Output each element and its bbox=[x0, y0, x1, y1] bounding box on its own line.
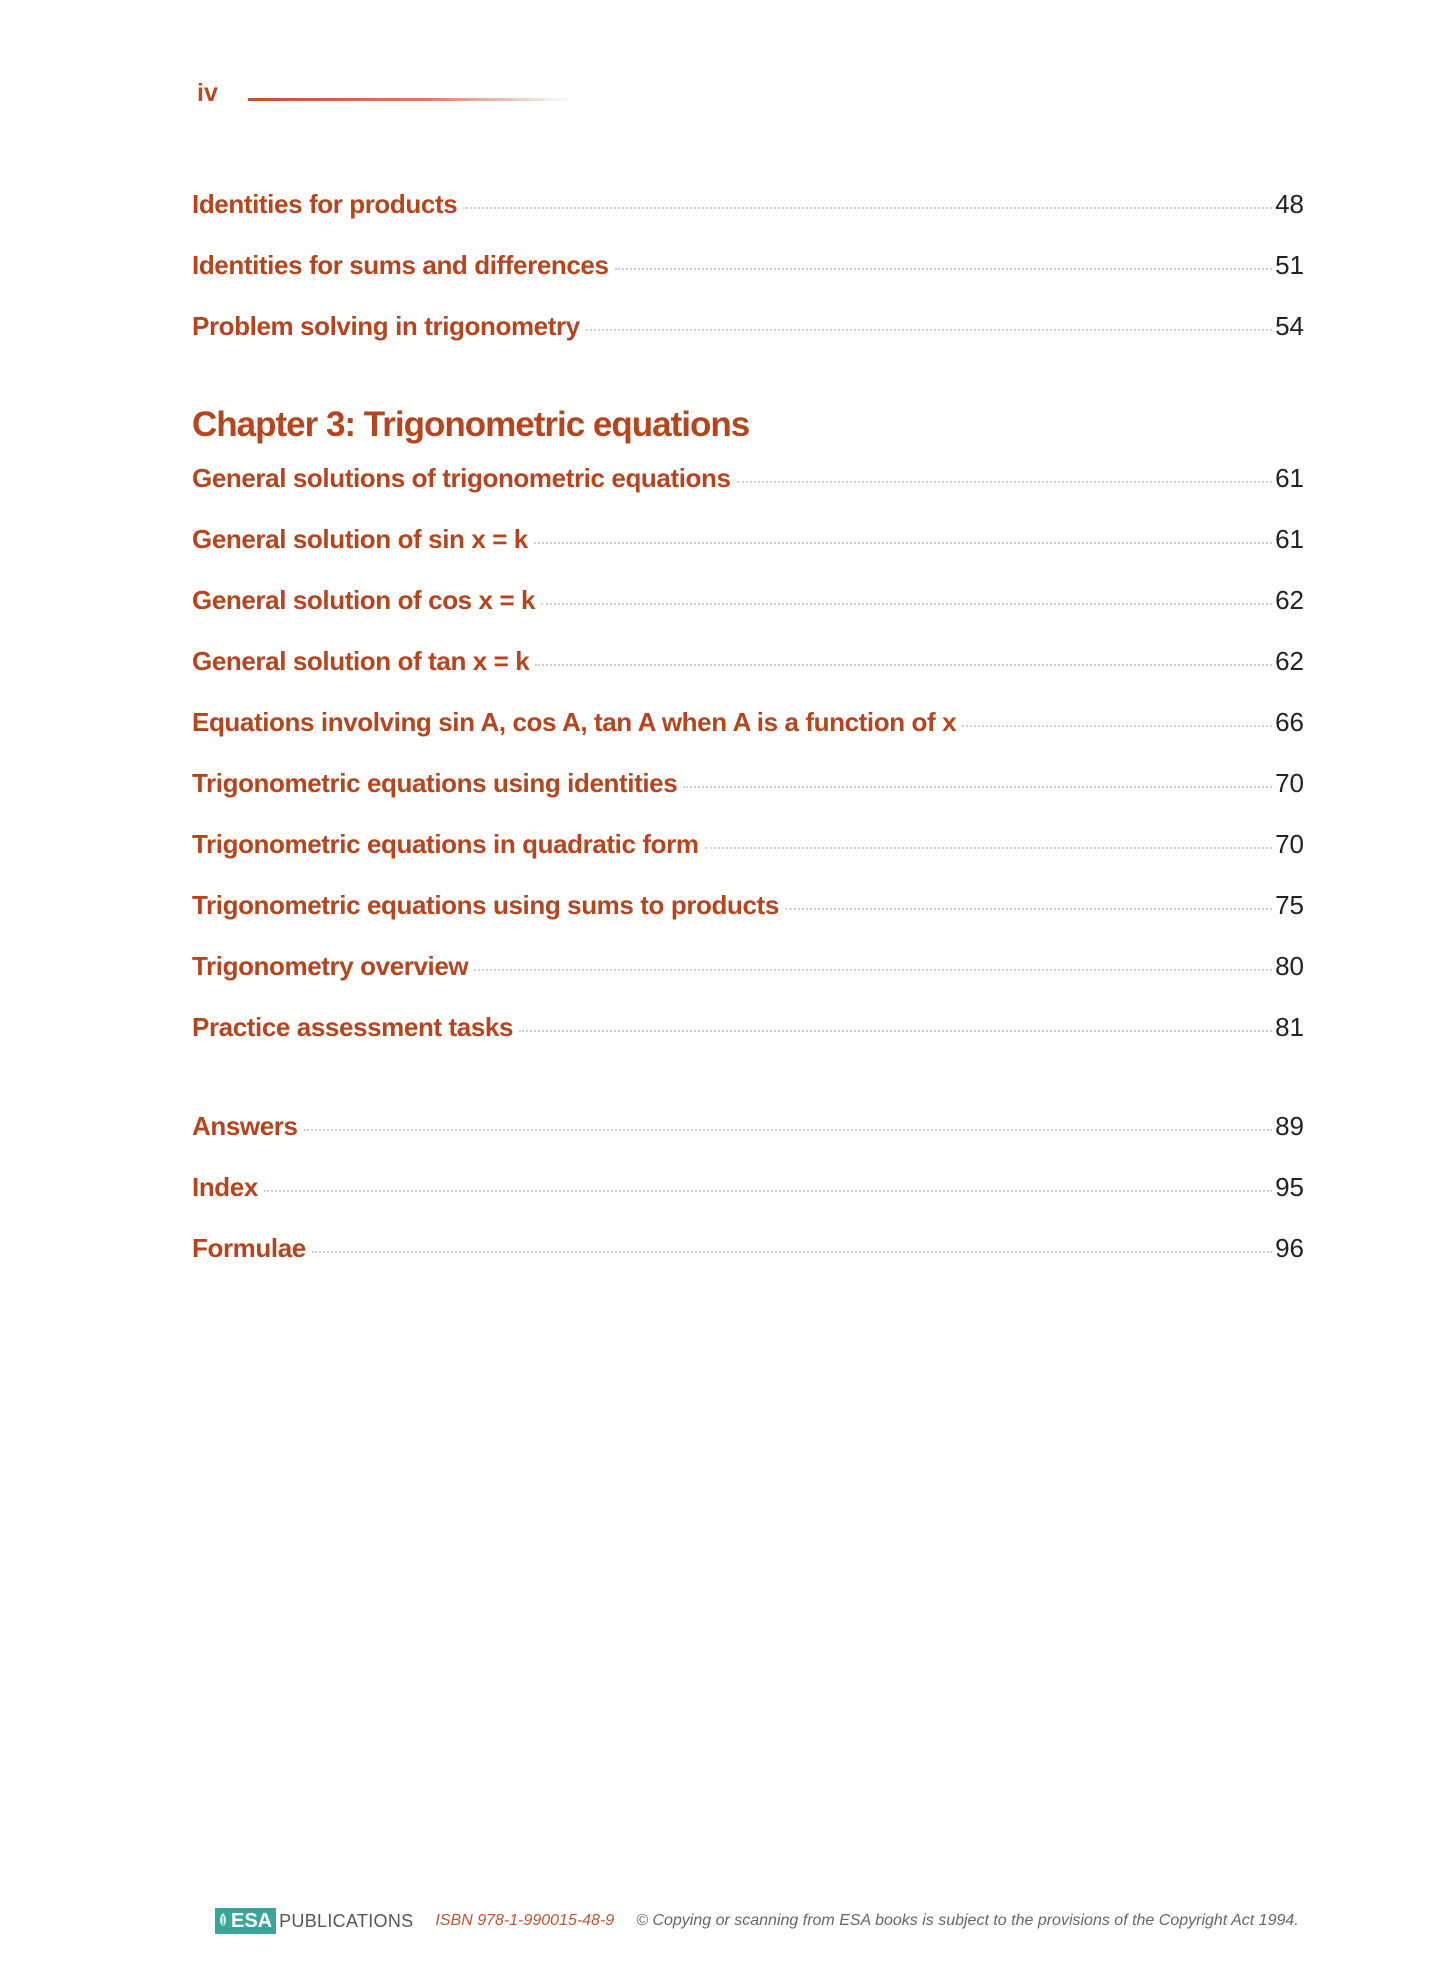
toc-entry[interactable] bbox=[192, 824, 1304, 885]
toc-entry[interactable] bbox=[192, 702, 1304, 763]
logo-text: ESA bbox=[231, 1909, 273, 1932]
dot-leader bbox=[474, 969, 1272, 971]
toc-entry-title: General solution of cos x = k bbox=[192, 585, 536, 615]
toc-entry[interactable] bbox=[192, 1167, 1304, 1228]
toc-entry-title: General solution of tan x = k bbox=[192, 646, 530, 676]
dot-leader bbox=[264, 1190, 1272, 1192]
toc-entry[interactable] bbox=[192, 1228, 1304, 1289]
toc-entry-title: Trigonometric equations in quadratic form bbox=[192, 829, 699, 859]
toc-entry-page: 81 bbox=[1275, 1012, 1304, 1042]
toc-entry[interactable] bbox=[192, 763, 1304, 824]
toc-entry-title: Trigonometric equations using sums to products bbox=[192, 890, 779, 920]
toc-entry-title: Problem solving in trigonometry bbox=[192, 311, 580, 341]
table-of-contents bbox=[192, 184, 1304, 1289]
dot-leader bbox=[737, 481, 1273, 483]
toc-entry-title: Identities for sums and differences bbox=[192, 250, 609, 280]
isbn: ISBN 978-1-990015-48-9 bbox=[435, 1912, 615, 1929]
toc-entry-page: 54 bbox=[1275, 311, 1304, 341]
toc-entry-page: 62 bbox=[1275, 585, 1304, 615]
toc-entry-page: 61 bbox=[1275, 524, 1304, 554]
toc-entry-title: Practice assessment tasks bbox=[192, 1012, 514, 1042]
chapter-heading: Chapter 3: Trigonometric equations bbox=[192, 405, 750, 444]
dot-leader bbox=[586, 329, 1272, 331]
toc-entry[interactable] bbox=[192, 1106, 1304, 1167]
toc-entry-page: 80 bbox=[1275, 951, 1304, 981]
toc-entry-page: 66 bbox=[1275, 707, 1304, 737]
toc-entry-page: 48 bbox=[1275, 189, 1304, 219]
toc-entry-page: 75 bbox=[1275, 890, 1304, 920]
toc-entry-page: 62 bbox=[1275, 646, 1304, 676]
toc-entry[interactable] bbox=[192, 641, 1304, 702]
header-rule bbox=[248, 98, 573, 101]
esa-logo bbox=[215, 1908, 276, 1934]
toc-entry-page: 70 bbox=[1275, 768, 1304, 798]
toc-entry-title: Index bbox=[192, 1172, 258, 1202]
toc-entry-title: Answers bbox=[192, 1111, 298, 1141]
toc-entry-title: Equations involving sin A, cos A, tan A when A is a function of x bbox=[192, 707, 957, 737]
leaf-icon bbox=[217, 1912, 229, 1930]
dot-leader bbox=[615, 268, 1273, 270]
toc-entry[interactable] bbox=[192, 306, 1304, 367]
dot-leader bbox=[463, 207, 1272, 209]
dot-leader bbox=[683, 786, 1272, 788]
toc-entry-page: 61 bbox=[1275, 463, 1304, 493]
toc-entry[interactable] bbox=[192, 184, 1304, 245]
page-number: iv bbox=[197, 79, 218, 107]
dot-leader bbox=[534, 542, 1272, 544]
toc-entry[interactable] bbox=[192, 458, 1304, 519]
toc-entry-page: 89 bbox=[1275, 1111, 1304, 1141]
toc-entry-page: 95 bbox=[1275, 1172, 1304, 1202]
toc-entry-title: General solutions of trigonometric equations bbox=[192, 463, 731, 493]
dot-leader bbox=[535, 664, 1272, 666]
dot-leader bbox=[541, 603, 1272, 605]
toc-entry[interactable] bbox=[192, 946, 1304, 1007]
toc-entry[interactable] bbox=[192, 885, 1304, 946]
section-gap bbox=[192, 1068, 1304, 1106]
dot-leader bbox=[304, 1129, 1272, 1131]
dot-leader bbox=[519, 1030, 1272, 1032]
dot-leader bbox=[785, 908, 1272, 910]
toc-entry-title: Formulae bbox=[192, 1233, 306, 1263]
page-footer bbox=[215, 1906, 1335, 1936]
toc-entry[interactable] bbox=[192, 1007, 1304, 1068]
dot-leader bbox=[312, 1251, 1272, 1253]
toc-entry-page: 96 bbox=[1275, 1233, 1304, 1263]
toc-entry-title: Trigonometry overview bbox=[192, 951, 469, 981]
toc-entry-page: 51 bbox=[1275, 250, 1304, 280]
toc-entry-title: Trigonometric equations using identities bbox=[192, 768, 678, 798]
toc-entry[interactable] bbox=[192, 519, 1304, 580]
copyright-notice: © Copying or scanning from ESA books is subject to the provisions of the Copyright Act 1994. bbox=[636, 1912, 1299, 1929]
page-header bbox=[197, 78, 577, 108]
publisher-name: PUBLICATIONS bbox=[279, 1910, 414, 1931]
toc-entry[interactable] bbox=[192, 245, 1304, 306]
dot-leader bbox=[705, 847, 1273, 849]
toc-entry-title: Identities for products bbox=[192, 189, 458, 219]
toc-entry-title: General solution of sin x = k bbox=[192, 524, 528, 554]
toc-entry-page: 70 bbox=[1275, 829, 1304, 859]
toc-entry[interactable] bbox=[192, 580, 1304, 641]
dot-leader bbox=[962, 725, 1272, 727]
